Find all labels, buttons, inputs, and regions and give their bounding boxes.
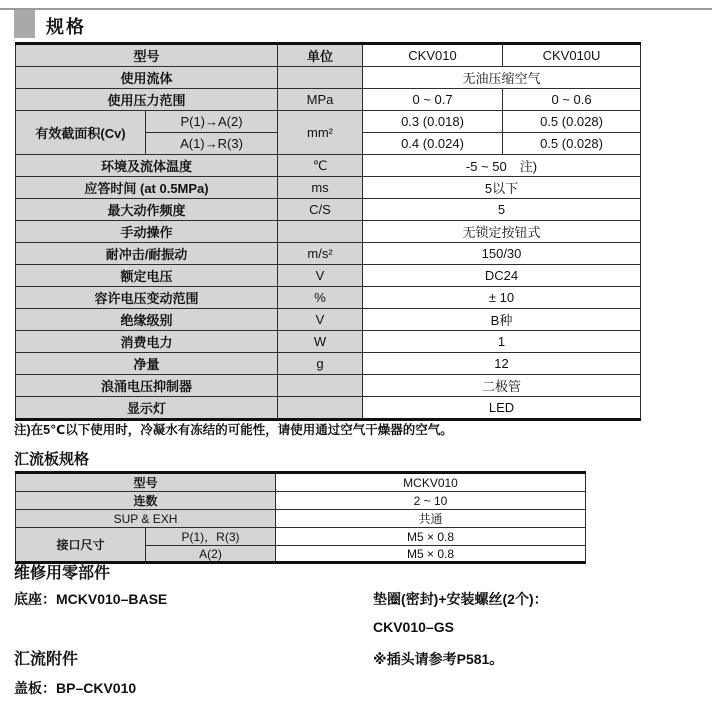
spec-row-unit <box>278 375 363 397</box>
repair-parts-title: 维修用零部件 <box>14 565 111 582</box>
table-row <box>16 528 586 546</box>
table-row <box>16 510 586 528</box>
table-row <box>16 199 641 221</box>
manifold-row-label: 连数 <box>16 492 276 510</box>
spec-row-unit: ms <box>278 177 363 199</box>
spec-row-value: -5 ~ 50 注) <box>363 155 641 177</box>
spec-row-value: 150/30 <box>363 243 641 265</box>
table-row <box>16 67 641 89</box>
table-row <box>16 265 641 287</box>
spec-row-unit: W <box>278 331 363 353</box>
spec-row-value: 5以下 <box>363 177 641 199</box>
spec-row-value: DC24 <box>363 265 641 287</box>
spec-row-label: 应答时间 (at 0.5MPa) <box>16 177 278 199</box>
table-row <box>16 243 641 265</box>
spec-row-value-1: 0.4 (0.024) <box>363 133 503 155</box>
table-row <box>16 287 641 309</box>
spec-row-label: 环境及流体温度 <box>16 155 278 177</box>
spec-row-label: 耐冲击/耐振动 <box>16 243 278 265</box>
spec-row-label: 额定电压 <box>16 265 278 287</box>
table-row <box>16 473 586 492</box>
table-row <box>16 331 641 353</box>
spec-header-row <box>16 44 641 67</box>
spec-row-value-2: 0.5 (0.028) <box>503 111 641 133</box>
spec-row-unit: ℃ <box>278 155 363 177</box>
spec-row-value-2: 0 ~ 0.6 <box>503 89 641 111</box>
spec-row-unit: MPa <box>278 89 363 111</box>
spec-header-unit-label: 单位 <box>278 44 363 67</box>
table-row <box>16 221 641 243</box>
spec-row-sub-label: A(1)→R(3) <box>146 133 278 155</box>
table-row <box>16 111 641 133</box>
repair-parts-gasket-model: CKV010–GS <box>373 619 454 635</box>
spec-row-label: 最大动作频度 <box>16 199 278 221</box>
page-title: 规格 <box>46 17 86 37</box>
spec-row-unit: mm² <box>278 111 363 155</box>
spec-row-unit <box>278 221 363 243</box>
manifold-row-label: SUP & EXH <box>16 510 276 528</box>
spec-row-unit <box>278 67 363 89</box>
spec-row-label: 净量 <box>16 353 278 375</box>
spec-row-label: 容许电压变动范围 <box>16 287 278 309</box>
manifold-row-value: MCKV010 <box>276 473 586 492</box>
repair-parts-base-item: 底座：MCKV010–BASE <box>14 591 168 607</box>
footnote: 注)在5℃以下使用时，冷凝水有冻结的可能性，请使用通过空气干燥器的空气。 <box>14 423 453 437</box>
top-divider-rule <box>0 8 712 10</box>
spec-row-unit: V <box>278 265 363 287</box>
table-row <box>16 155 641 177</box>
spec-row-value-1: 0.3 (0.018) <box>363 111 503 133</box>
spec-row-value-1: 0 ~ 0.7 <box>363 89 503 111</box>
manifold-row-value: M5 × 0.8 <box>276 528 586 546</box>
manifold-row-value: 2 ~ 10 <box>276 492 586 510</box>
spec-header-model-label: 型号 <box>16 44 278 67</box>
spec-row-value: 无锁定按钮式 <box>363 221 641 243</box>
spec-row-value: 12 <box>363 353 641 375</box>
manifold-row-sub-label: P(1)，R(3) <box>146 528 276 546</box>
spec-row-unit <box>278 397 363 420</box>
spec-row-label: 绝缘级别 <box>16 309 278 331</box>
spec-row-label: 手动操作 <box>16 221 278 243</box>
table-row <box>16 177 641 199</box>
spec-row-value: 5 <box>363 199 641 221</box>
spec-row-value: ± 10 <box>363 287 641 309</box>
spec-row-value: 1 <box>363 331 641 353</box>
spec-row-group-label: 有效截面积(Cv) <box>16 111 146 155</box>
spec-row-value: LED <box>363 397 641 420</box>
repair-parts-gasket-item: 垫圈(密封)+安装螺丝(2个)： <box>373 591 548 607</box>
manifold-row-sub-label: A(2) <box>146 546 276 563</box>
manifold-row-value: 共通 <box>276 510 586 528</box>
spec-row-label: 浪涌电压抑制器 <box>16 375 278 397</box>
spec-row-unit: g <box>278 353 363 375</box>
table-row <box>16 375 641 397</box>
manifold-row-value: M5 × 0.8 <box>276 546 586 563</box>
spec-row-value-2: 0.5 (0.028) <box>503 133 641 155</box>
cover-plate-item: 盖板：BP–CKV010 <box>14 680 137 696</box>
manifold-section-title: 汇流板规格 <box>14 451 90 468</box>
manifold-row-group-label: 接口尺寸 <box>16 528 146 563</box>
section-marker-square <box>14 10 35 38</box>
spec-row-value: B种 <box>363 309 641 331</box>
manifold-table <box>15 471 586 564</box>
manifold-accessories-title: 汇流附件 <box>14 651 79 668</box>
table-row <box>16 309 641 331</box>
plug-reference-note: ※插头请参考P581。 <box>373 651 504 667</box>
spec-row-sub-label: P(1)→A(2) <box>146 111 278 133</box>
spec-row-label: 消费电力 <box>16 331 278 353</box>
spec-row-label: 显示灯 <box>16 397 278 420</box>
spec-row-unit: m/s² <box>278 243 363 265</box>
table-row <box>16 89 641 111</box>
spec-header-model2: CKV010U <box>503 44 641 67</box>
spec-row-unit: % <box>278 287 363 309</box>
table-row <box>16 492 586 510</box>
manifold-row-label: 型号 <box>16 473 276 492</box>
spec-row-label: 使用流体 <box>16 67 278 89</box>
spec-row-unit: V <box>278 309 363 331</box>
spec-row-label: 使用压力范围 <box>16 89 278 111</box>
spec-row-value: 二极管 <box>363 375 641 397</box>
table-row <box>16 353 641 375</box>
table-row <box>16 397 641 420</box>
spec-table <box>15 42 641 421</box>
spec-header-model1: CKV010 <box>363 44 503 67</box>
spec-row-value: 无油压缩空气 <box>363 67 641 89</box>
spec-row-unit: C/S <box>278 199 363 221</box>
